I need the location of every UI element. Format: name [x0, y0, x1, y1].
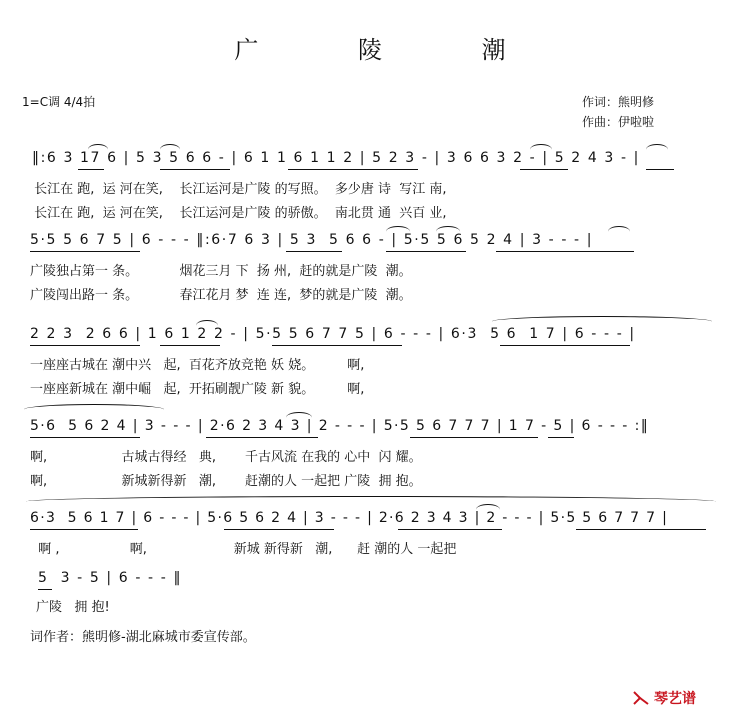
beam-line [288, 169, 418, 170]
tie-arc [286, 412, 312, 423]
beam-line [160, 345, 220, 346]
lyric-verse-1: 啊 , 啊, 新城 新得新 潮, 赶 潮的人 一起把 [30, 542, 457, 557]
logo-text: 琴艺谱 [654, 691, 696, 707]
lyricist-credit: 作词：熊明修 [582, 95, 655, 109]
lyric-verse-1: 长江在 跑, 运 河在笑, 长江运河是广陵 的写照。 多少唐 诗 写江 南, [30, 182, 447, 197]
footer-note: 词作者：熊明修-湖北麻城市委宣传部。 [30, 630, 256, 645]
beam-line [78, 169, 104, 170]
tie-arc [530, 144, 552, 155]
lyric-verse-2: 一座座新城在 潮中崛 起, 开拓刷靓广陵 新 貌。 啊, [30, 382, 365, 397]
stave-4 [0, 418, 740, 498]
beam-line [206, 437, 318, 438]
beam-line [38, 589, 52, 590]
composer-credit: 作曲：伊啦啦 [582, 115, 655, 129]
notation-line: 6·3 5 6 1 7 | 6 - - - | 5·6 5 6 2 4 | 3 - - - | 2·6 2 3 4 3 | 2 - - - | 5·5 5 6 7 7 7 | [30, 510, 669, 526]
tie-arc [386, 226, 410, 237]
lyric-verse-2: 啊, 新城新得新 潮, 赶潮的人 一起把 广陵 拥 抱。 [30, 474, 422, 489]
notation-line: 5 3 - 5 | 6 - - - ‖ [38, 570, 183, 586]
tie-arc [88, 144, 108, 155]
beam-line [520, 169, 568, 170]
beam-line [398, 529, 502, 530]
tie-arc [160, 144, 180, 155]
notation-line: 5·6 5 6 2 4 | 3 - - - | 2·6 2 3 4 3 | 2 - - - | 5·5 5 6 7 7 7 | 1 7 - 5 | 6 - - - :‖ [30, 418, 650, 434]
beam-line [30, 251, 140, 252]
key-signature: 1=C调 4/4拍 [22, 95, 96, 109]
slur-arc [24, 404, 164, 415]
tie-arc [196, 320, 218, 331]
tie-arc [608, 226, 630, 237]
site-logo [632, 688, 696, 708]
tie-arc [436, 226, 460, 237]
stave-1 [0, 150, 740, 230]
lyric-verse-1: 广陵独占第一 条。 烟花三月 下 扬 州, 赶的就是广陵 潮。 [30, 264, 412, 279]
notation-line: 5·5 5 6 7 5 | 6 - - - ‖:6·7 6 3 | 5 3 5 6 6 - | 5·5 5 6 5 2 4 | 3 - - - | [30, 232, 594, 248]
beam-line [576, 529, 706, 530]
beam-line [224, 529, 334, 530]
logo-icon [632, 690, 650, 706]
lyric-verse-1: 一座座古城在 潮中兴 起, 百花齐放竞艳 妖 娆。 啊, [30, 358, 365, 373]
beam-line [30, 345, 140, 346]
beam-line [548, 437, 574, 438]
slur-arc [492, 316, 712, 327]
song-title: 广 陵 潮 [234, 36, 552, 64]
stave-2 [0, 232, 740, 312]
beam-line [646, 169, 674, 170]
beam-line [500, 345, 630, 346]
beam-line [30, 529, 138, 530]
beam-line [272, 345, 402, 346]
notation-line: 2 2 3 2 6 6 | 1 6 1 2 2 - | 5·5 5 6 7 7 5 | 6 - - - | 6·3 5 6 1 7 | 6 - - - | [30, 326, 636, 342]
notation-line: ‖:6 3 17 6 | 5 3 5 6 6 - | 6 1 1 6 1 1 2 | 5 2 3 - | 3 6 6 3 2 - | 5 2 4 3 - | [32, 150, 640, 166]
beam-line [30, 437, 140, 438]
beam-line [160, 169, 230, 170]
tie-arc [646, 144, 668, 155]
beam-line [386, 251, 466, 252]
lyric-verse-2: 广陵闯出路一 条。 春江花月 梦 连 连, 梦的就是广陵 潮。 [30, 288, 412, 303]
lyric-verse-1: 广陵 拥 抱! [36, 600, 110, 615]
beam-line [410, 437, 538, 438]
beam-line [286, 251, 342, 252]
lyric-verse-2: 长江在 跑, 运 河在笑, 长江运河是广陵 的骄傲。 南北贯 通 兴百 业, [30, 206, 447, 221]
stave-3 [0, 326, 740, 406]
slur-arc [26, 496, 716, 507]
lyric-verse-1: 啊, 古城古得经 典, 千古风流 在我的 心中 闪 耀。 [30, 450, 422, 465]
beam-line [496, 251, 634, 252]
tie-arc [476, 504, 500, 515]
